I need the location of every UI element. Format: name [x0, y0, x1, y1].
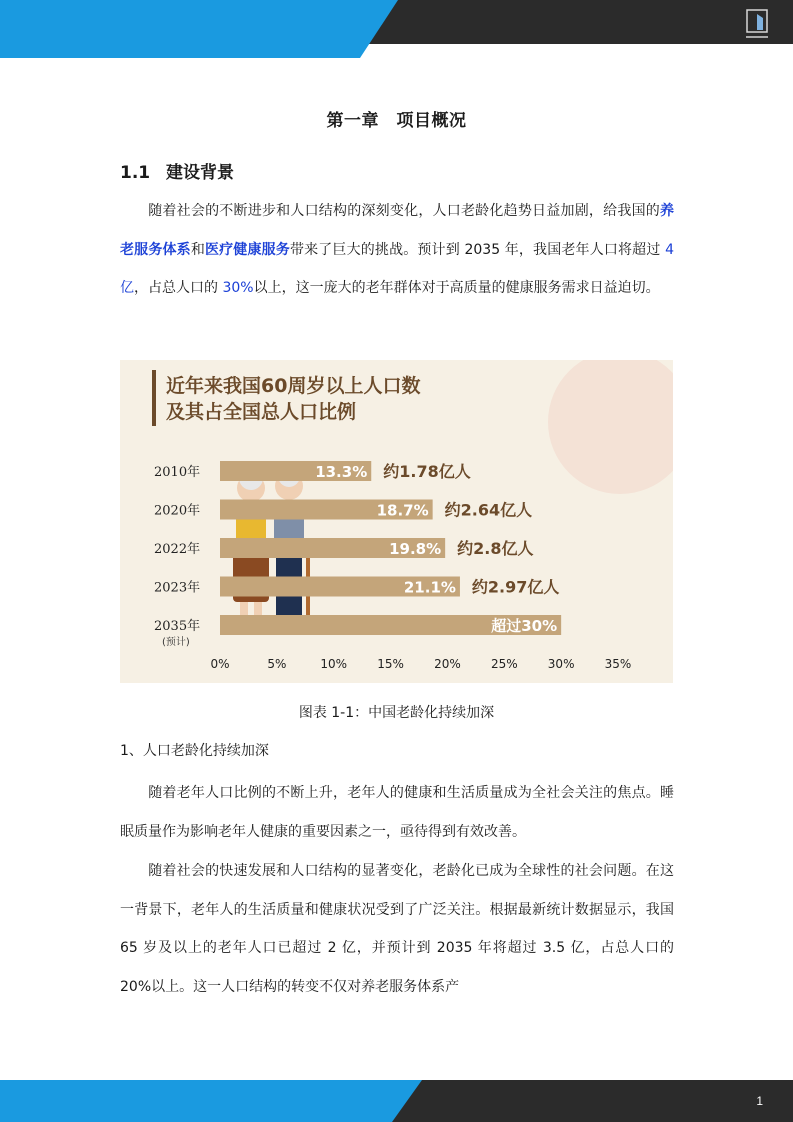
- category-label-1: 2020年: [154, 503, 201, 519]
- x-tick-5: 25%: [490, 657, 518, 671]
- category-label-2: 2022年: [154, 542, 201, 557]
- intro-paragraph: [120, 192, 674, 308]
- intro-text-5: 以上，这一庞大的老年群体对于高质量的健康服务需求日益迫切。: [253, 280, 660, 296]
- paragraph-3-text: 随着社会的快速发展和人口结构的显著变化，老龄化已成为全球性的社会问题。在这一背景下，老年人的生活质量和健康状况受到了广泛关注。根据最新统计数据显示，我国 65 岁及以上的老年人口已超过 2 亿，并预计到 2035 年将超过 3.5 亿，占总人口的 20%以上。这一人口结构的转变不仅对养老服务体系产: [120, 863, 674, 995]
- category-note-4: (预计): [162, 637, 190, 648]
- intro-text-2: 和: [190, 241, 205, 258]
- paragraph-2-text: 随着老年人口比例的不断上升，老年人的健康和生活质量成为全社会关注的焦点。睡眠质量作为影响老年人健康的重要因素之一，亟待得到有效改善。: [120, 785, 674, 840]
- highlight-elderly-care: 养老服务体系: [120, 203, 674, 258]
- bar-label-2: 19.8%: [389, 540, 442, 558]
- population-label-0: 约1.78亿人: [383, 462, 471, 481]
- x-tick-6: 30%: [547, 657, 575, 671]
- x-tick-3: 15%: [377, 657, 404, 671]
- population-label-3: 约2.97亿人: [471, 577, 560, 597]
- figure-caption: 图表 1-1：中国老龄化持续加深: [298, 705, 495, 721]
- chapter-title: 第一章 项目概况: [326, 111, 467, 131]
- category-label-4: 2035年: [154, 619, 201, 634]
- aging-bar-chart: [120, 360, 673, 683]
- aging-chart-figure: [120, 360, 673, 683]
- paragraph-3: [120, 852, 674, 1006]
- intro-text-4: ，占总人口的: [134, 280, 223, 296]
- x-tick-7: 35%: [604, 657, 632, 671]
- page-number: 1: [756, 1094, 763, 1108]
- sub-heading: 1、人口老龄化持续加深: [120, 743, 269, 759]
- highlight-percentage: 30%: [222, 280, 254, 296]
- footer-band: [0, 1080, 793, 1122]
- bar-label-1: 18.7%: [376, 501, 429, 520]
- x-tick-0: 0%: [210, 657, 230, 671]
- category-label-3: 2023年: [154, 580, 201, 596]
- paragraph-2: [120, 774, 674, 851]
- bar-label-3: 21.1%: [403, 578, 456, 597]
- intro-text-3: 带来了巨大的挑战。预计到 2035 年，我国老年人口将超过: [289, 241, 666, 258]
- intro-text-1: 随着社会的不断进步和人口结构的深刻变化，人口老龄化趋势日益加剧，给我国的: [148, 203, 660, 219]
- highlight-medical-service: 医疗健康服务: [204, 241, 290, 258]
- highlight-population: 4 亿: [120, 241, 675, 296]
- x-tick-2: 10%: [320, 657, 348, 671]
- building-logo-icon: [743, 6, 771, 42]
- chart-title-line1: 近年来我国60周岁以上人口数: [166, 375, 421, 397]
- bar-label-4: 超过30%: [491, 617, 558, 635]
- section-number: 1.1: [120, 163, 151, 183]
- population-label-1: 约2.64亿人: [444, 500, 533, 520]
- category-label-0: 2010年: [154, 465, 201, 480]
- header-band: [0, 0, 793, 58]
- section-title: [120, 158, 234, 183]
- section-heading: 建设背景: [166, 163, 234, 183]
- population-label-2: 约2.8亿人: [457, 539, 534, 558]
- x-tick-4: 20%: [434, 657, 461, 671]
- chart-title-line2: 及其占全国总人口比例: [166, 401, 357, 423]
- x-tick-1: 5%: [267, 657, 287, 671]
- bar-label-0: 13.3%: [315, 463, 368, 481]
